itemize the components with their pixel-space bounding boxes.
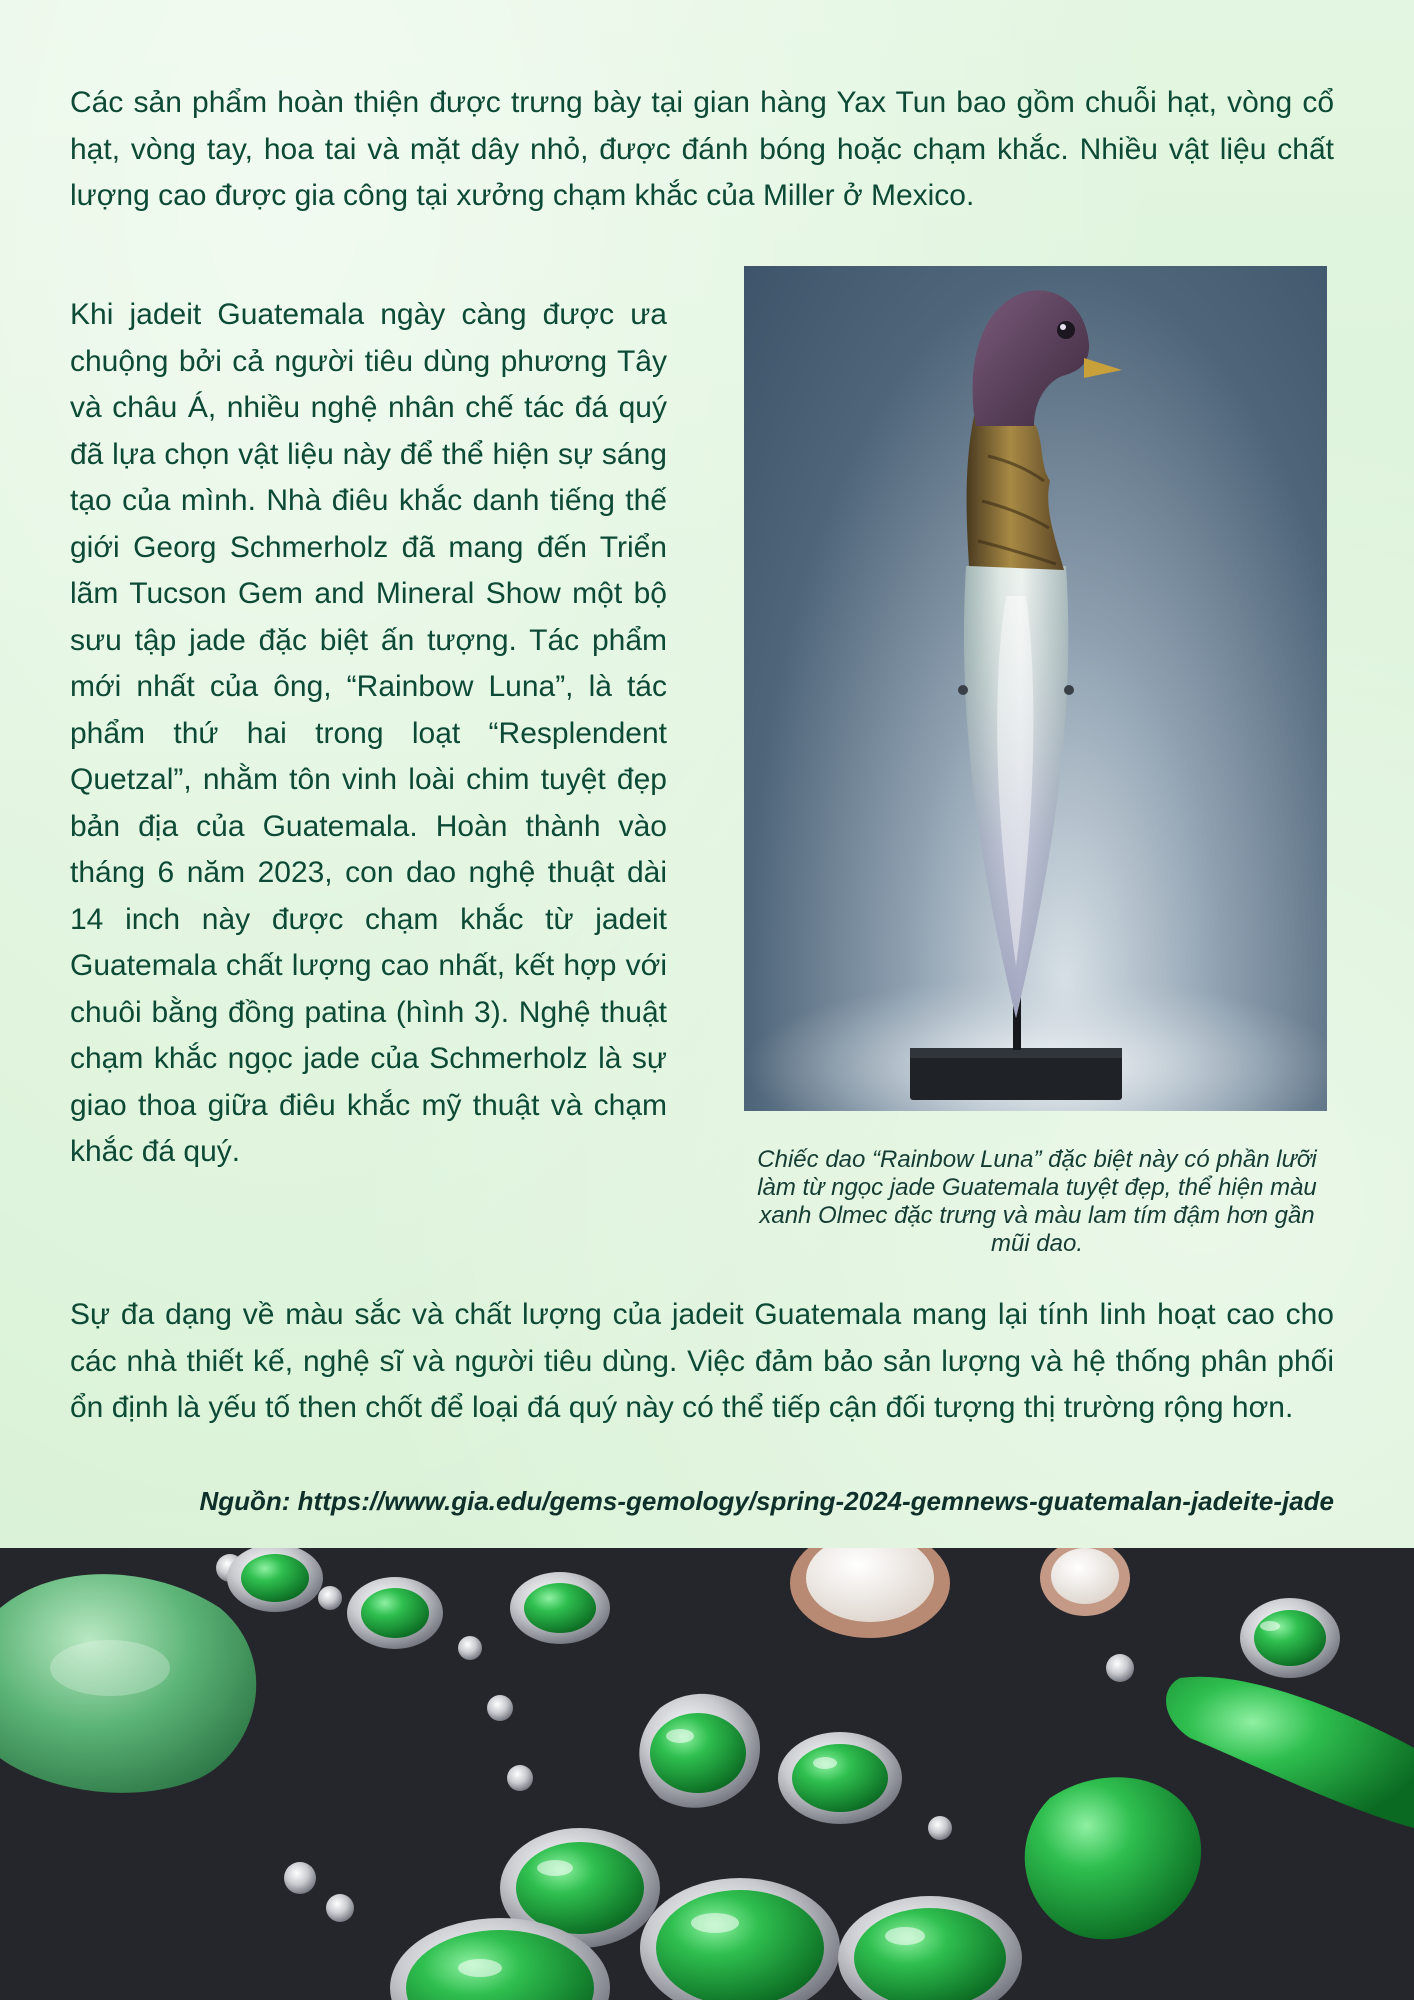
paragraph-intro: Các sản phẩm hoàn thiện được trưng bày tại gian hàng Yax Tun bao gồm chuỗi hạt, vòng cổ hạt, vòng tay, hoa tai và mặt dây nhỏ, được đánh bóng hoặc chạm khắc. Nhiều vật liệu chất lượng cao được gia công tại xưởng chạm khắc của Miller ở Mexico. [70, 86, 1334, 212]
jade-jewelry-illustration [0, 1548, 1414, 2000]
source-link[interactable]: Nguồn: https://www.gia.edu/gems-gemology/spring-2024-gemnews-guatemalan-jadeite-jade [199, 1486, 1334, 1516]
paragraph-conclusion: Sự đa dạng về màu sắc và chất lượng của jadeit Guatemala mang lại tính linh hoạt cao cho các nhà thiết kế, nghệ sĩ và người tiêu dùng. Việc đảm bảo sản lượng và hệ thống phân phối ổn định là yếu tố then chốt để loại đá quý này có thể tiếp cận đối tượng thị trường rộng hơn. [70, 1298, 1334, 1424]
figure-caption: Chiếc dao “Rainbow Luna” đặc biệt này có phần lưỡi làm từ ngọc jade Guatemala tuyệt đẹp, thể hiện màu xanh Olmec đặc trưng và màu lam tím đậm hơn gần mũi dao. [757, 1146, 1317, 1257]
rainbow-luna-knife-photo [744, 266, 1327, 1111]
paragraph-schmerholz: Khi jadeit Guatemala ngày càng được ưa chuộng bởi cả người tiêu dùng phương Tây và châu Á, nhiều nghệ nhân chế tác đá quý đã lựa chọn vật liệu này để thể hiện sự sáng tạo của mình. Nhà điêu khắc danh tiếng thế giới Georg Schmerholz đã mang đến Triển lãm Tucson Gem and Mineral Show một bộ sưu tập jade đặc biệt ấn tượng. Tác phẩm mới nhất của ông, “Rainbow Luna”, là tác phẩm thứ hai trong loạt “Resplendent Quetzal”, nhằm tôn vinh loài chim tuyệt đẹp bản địa của Guatemala. Hoàn thành vào tháng 6 năm 2023, con dao nghệ thuật dài 14 inch này được chạm khắc từ jadeit Guatemala chất lượng cao nhất, kết hợp với chuôi bằng đồng patina (hình 3). Nghệ thuật chạm khắc ngọc jade của Schmerholz là sự giao thoa giữa điêu khắc mỹ thuật và chạm khắc đá quý. [70, 298, 667, 1168]
knife-illustration [744, 266, 1327, 1111]
jade-jewelry-photo [0, 1548, 1414, 2000]
